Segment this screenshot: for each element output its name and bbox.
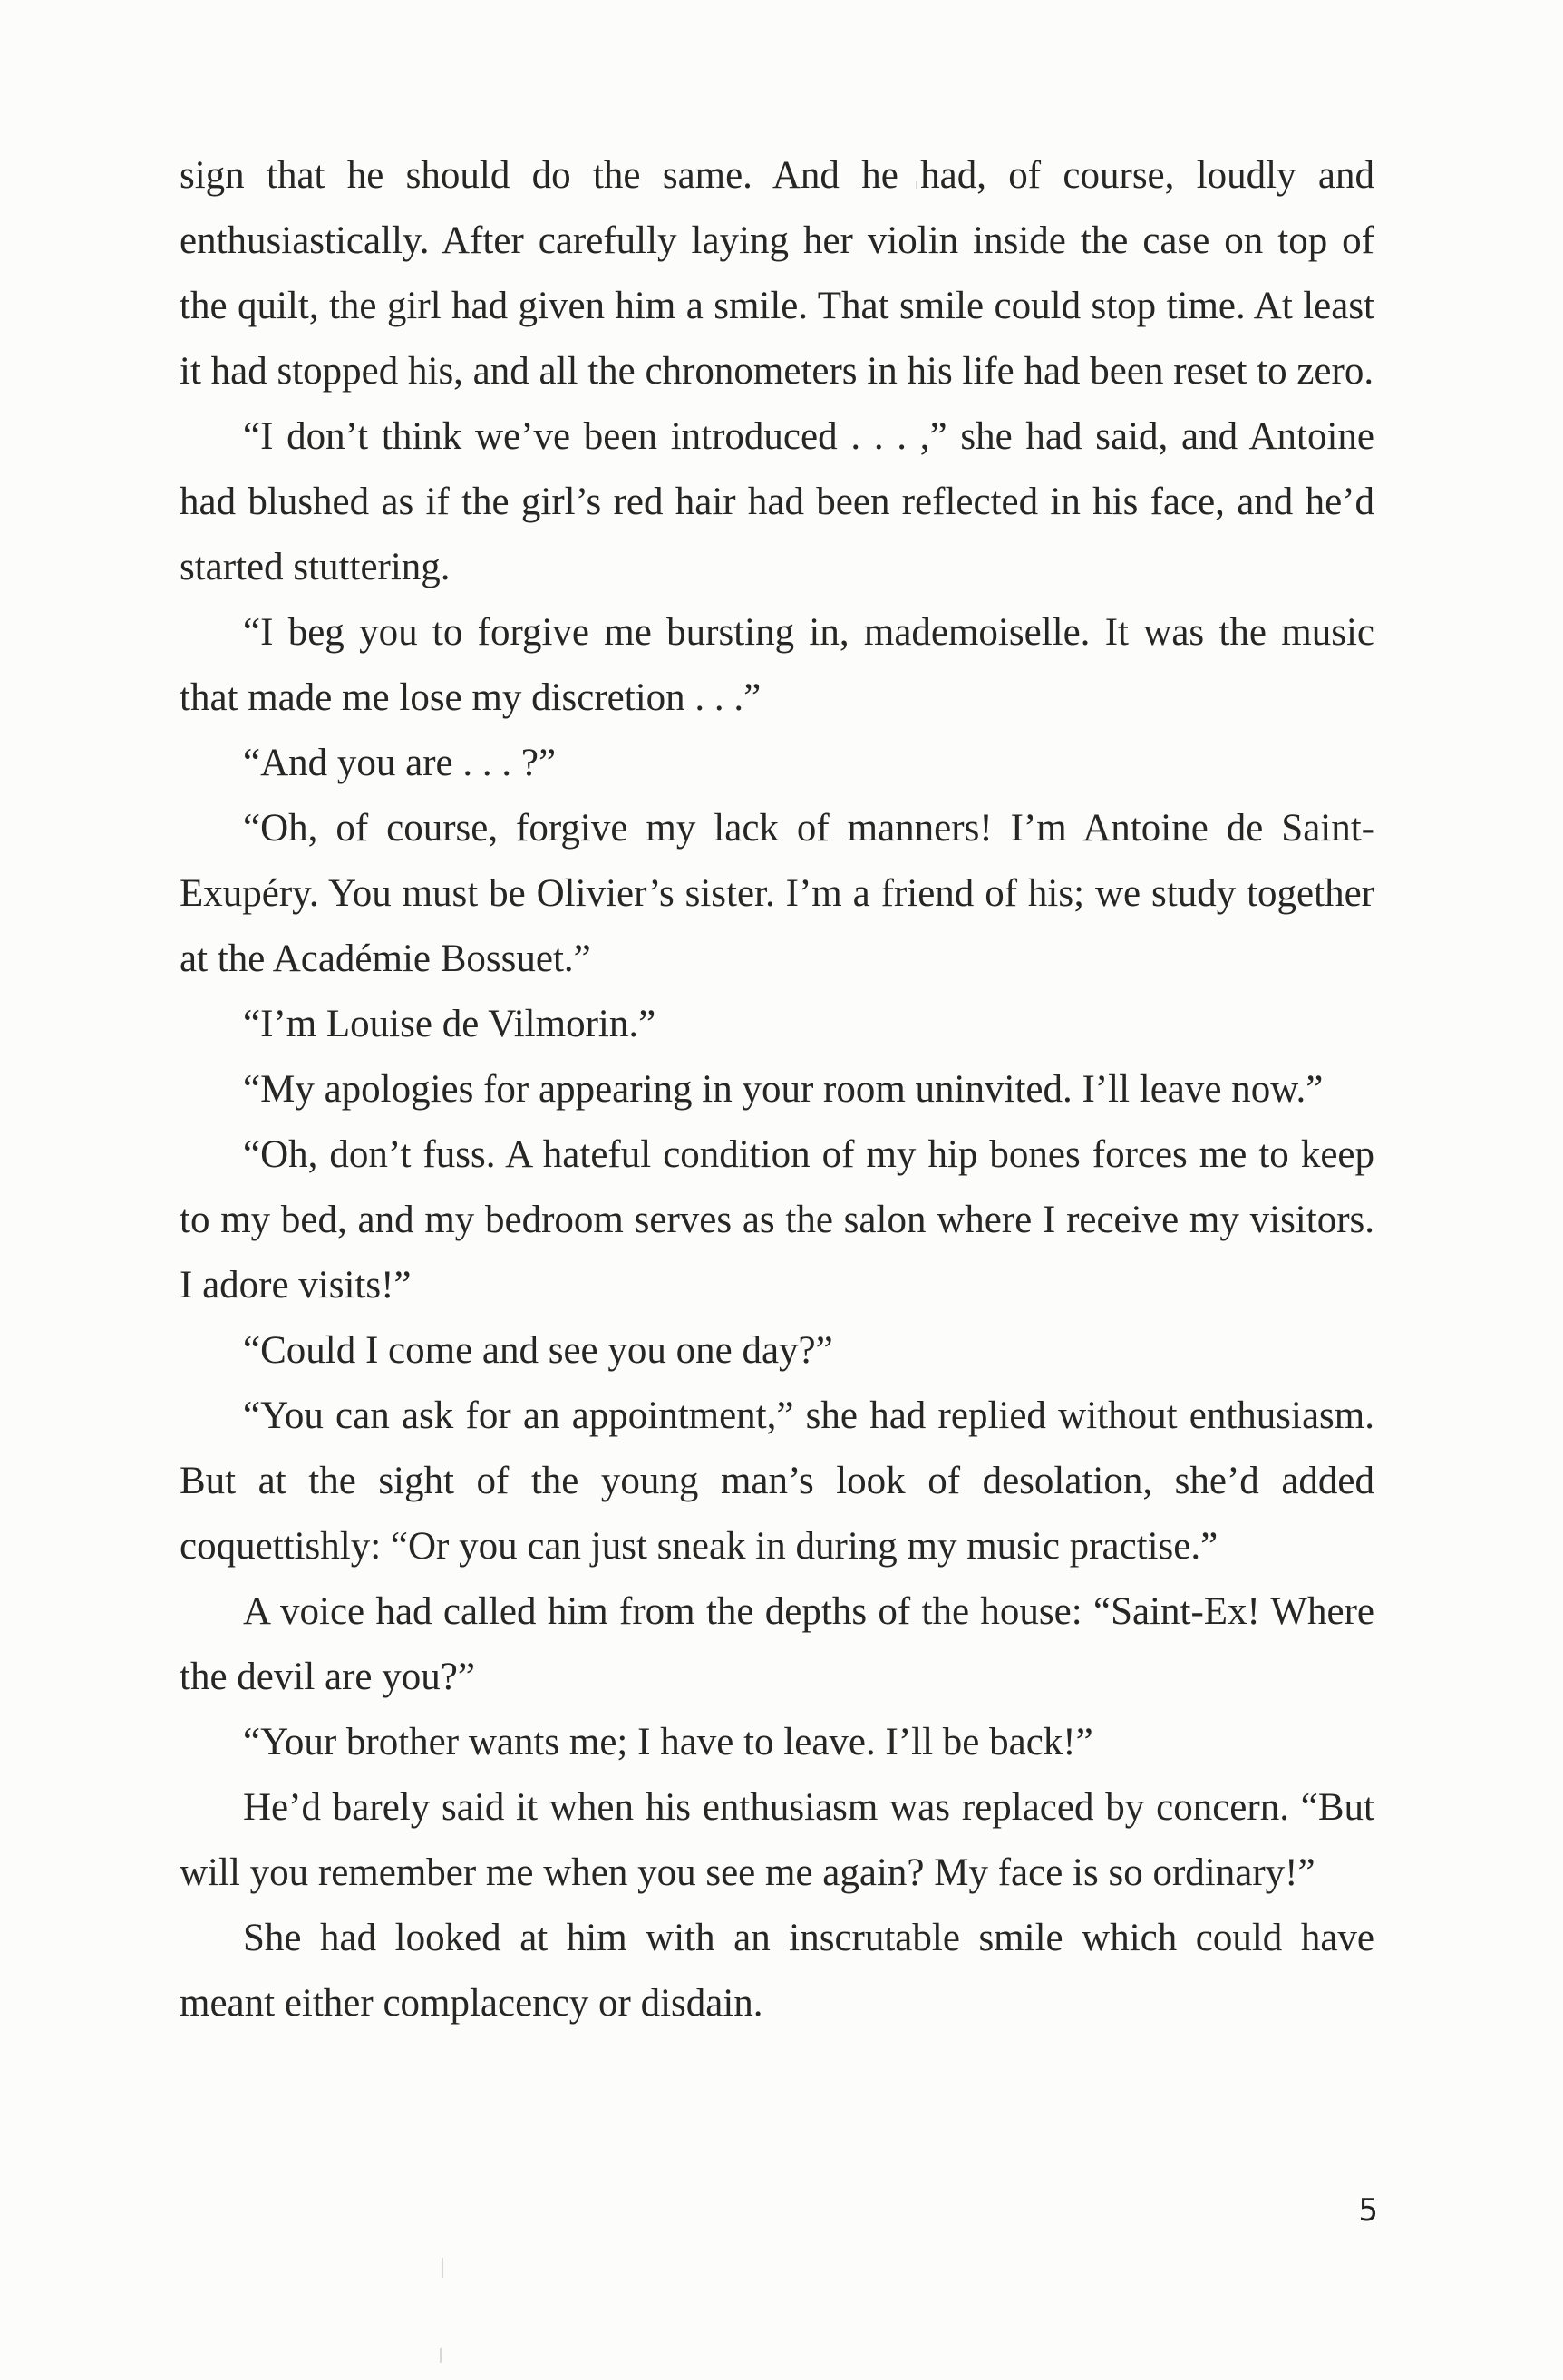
paragraph: “You can ask for an appointment,” she had replied without enthusiasm. But at the sight of the young man’s look of desolation, she’d added coquettishly: “Or you can just sneak in during my music practise.” — [180, 1394, 1374, 1568]
paragraph: “Oh, don’t fuss. A hateful condition of my hip bones forces me to keep to my bed, and my bedroom serves as the salon where I receive my visitors. I adore visits!” — [180, 1133, 1374, 1307]
paragraph: “Oh, of course, forgive my lack of manners! I’m Antoine de Saint-Exupéry. You must be Olivier’s sister. I’m a friend of his; we study together at the Académie Bossuet.” — [180, 807, 1374, 980]
paper-speck — [440, 2348, 442, 2363]
paragraph: “I’m Louise de Vilmorin.” — [243, 1003, 656, 1045]
paragraph: She had looked at him with an inscrutable smile which could have meant either complacency or disdain. — [180, 1917, 1374, 2025]
paragraph: “And you are . . . ?” — [243, 742, 557, 784]
paragraph: “I beg you to forgive me bursting in, mademoiselle. It was the music that made me lose my discretion . . .” — [180, 611, 1374, 719]
paper-speck — [442, 2258, 443, 2278]
paragraph: sign that he should do the same. And he had, of course, loudly and enthusiastically. After carefully laying her violin inside the case on top of the quilt, the girl had given him a smile. That smile could stop time. At least it had stopped his, and all the chronometers in his life had been reset to zero. — [180, 154, 1374, 393]
paragraph: “I don’t think we’ve been introduced . . . ,” she had said, and Antoine had blushed as if the girl’s red hair had been reflected in his face, and he’d started stuttering. — [180, 415, 1374, 588]
page-number: 5 — [1358, 2192, 1378, 2229]
paragraph: A voice had called him from the depths of the house: “Saint-Ex! Where the devil are you?” — [180, 1590, 1374, 1698]
paragraph: He’d barely said it when his enthusiasm was replaced by concern. “But will you remember me when you see me again? My face is so ordinary!” — [180, 1786, 1374, 1894]
body-text — [180, 143, 1374, 2036]
paragraph: “Your brother wants me; I have to leave. I’ll be back!” — [243, 1721, 1093, 1763]
paragraph: “Could I come and see you one day?” — [243, 1329, 833, 1372]
paragraph: “My apologies for appearing in your room uninvited. I’ll leave now.” — [243, 1068, 1324, 1111]
